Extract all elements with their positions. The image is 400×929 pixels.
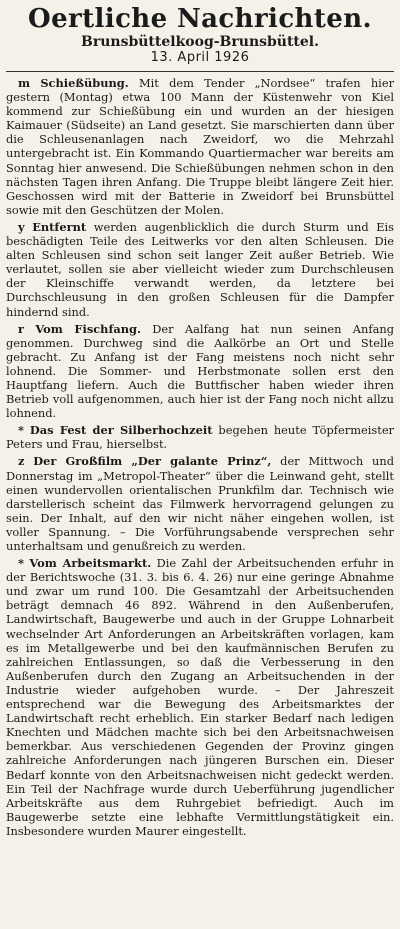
article-lead: Vom Arbeitsmarkt. (29, 556, 152, 571)
locality-subhead: Brunsbüttelkoog-Brunsbüttel. (81, 34, 319, 50)
article-marker: y (18, 219, 25, 234)
issue-date: 13. April 1926 (150, 50, 250, 65)
article-body: begehen heute Töpfermeister Peters und Frau, hierselbst. (6, 423, 394, 452)
article-marker: r (18, 321, 25, 336)
article-silberhochzeit (6, 423, 394, 451)
article-marker: m (18, 76, 31, 90)
article-lead: Schießübung. (40, 76, 129, 90)
article-entfernt (6, 220, 394, 319)
article-lead: Das Fest der Silberhochzeit (29, 423, 213, 438)
article-arbeitsmarkt (6, 556, 394, 838)
section-headline: Oertliche Nachrichten. (28, 4, 372, 34)
article-fischfang (6, 322, 394, 421)
article-lead: Der Großfilm „Der galante Prinz“, (33, 454, 272, 469)
article-lead: Vom Fischfang. (35, 321, 141, 336)
article-body: Der Aalfang hat nun seinen Anfang genommen. Durchweg sind die Aalkörbe an Ort und Stelle gebracht. Zu Anfang ist der Fang meistens noch nicht sehr lohnend. Die Sommer- und Herbstmonate sollen erst den Hauptfang liefern. Auch die Buttfischer haben wieder ihren Betrieb voll aufgenommen, auch hier ist der Fang noch nicht allzu lohnend. (6, 321, 394, 421)
article-body: der Mittwoch und Donnerstag im „Metropol-Theater“ über die Leinwand geht, stellt einen wundervollen orientalischen Prunkfilm dar. Technisch wie darstellerisch scheint das Filmwerk hervorragend gelungen zu sein. Der Inhalt, auf den wir nicht näher eingehen wollen, ist voller Spannung. – Die Vorführungsabende versprechen sehr unterhaltsam und genußreich zu werden. (6, 454, 394, 553)
article-marker: z (18, 454, 25, 469)
article-body: Mit dem Tender „Nordsee“ trafen hier gestern (Montag) etwa 100 Mann der Küstenwehr von Kiel kommend zur Schießübung ein und wurden an der hiesigen Kaimauer (Südseite) an Land gesetzt. Sie marschierten dann über die Schleusenanlagen nach Zweidorf, wo die Mehrzahl untergebracht ist. Ein Kommando Quartiermacher war bereits am Sonntag hier anwesend. Die Schießübungen nehmen schon in den nächsten Tagen ihren Anfang. Die Truppe bleibt längere Zeit hier. Geschossen wird mit der Batterie in Zweidorf bei Brunsbüttel sowie mit den Geschützen der Molen. (6, 76, 395, 217)
article-body: werden augenblicklich die durch Sturm und Eis beschädigten Teile des Leitwerks vor den alten Schleusen. Die alten Schleusen sind schon seit langer Zeit außer Betrieb. Wie verlautet, sollen sie aber vielleicht wieder zum Durchschleusen der Kleinschiffe verwandt werden, da letztere bei Durchschleusung in den großen Schleusen für die Dampfer hindernd sind. (6, 219, 394, 319)
article-lead: Entfernt (32, 219, 87, 234)
header-divider (6, 71, 394, 72)
article-marker: * (18, 423, 24, 438)
article-marker: * (18, 556, 24, 571)
article-body: Die Zahl der Arbeitsuchenden erfuhr in der Berichtswoche (31. 3. bis 6. 4. 26) nur eine geringe Abnahme und zwar um rund 100. Die Gesamtzahl der Arbeitsuchenden beträgt demnach 46 892. Während in den Außenberufen, Landwirtschaft, Baugewerbe und auch in der Gruppe Lohnarbeit wechselnder Art Anforderungen an Arbeitskräften vorlagen, kam es im Metallgewerbe und bei den kaufmännischen Berufen zu zahlreichen Entlassungen, so daß die Verbesserung in den Außenberufen durch den Zugang an Arbeitsuchenden in der Industrie wieder aufgehoben wurde. – Der Jahreszeit entsprechend war die Bewegung des Arbeitsmarktes der Landwirtschaft recht erheblich. Ein starker Bedarf nach ledigen Knechten und Mädchen machte sich bei den Arbeitsnachweisen bemerkbar. Aus verschiedenen Gegenden der Provinz gingen zahlreiche Anforderungen nach jüngeren Burschen ein. Dieser Bedarf konnte von den Arbeitsnachweisen nicht gedeckt werden. Ein Teil der Nachfrage wurde durch Ueberführung jugendlicher Arbeitskräfte aus dem Ruhrgebiet befriedigt. Auch im Baugewerbe setzte eine lebhafte Vermittlungstätigkeit ein. Insbesondere wurden Maurer eingestellt. (6, 556, 395, 838)
article-schiessuebung (6, 76, 394, 217)
article-grossfilm (6, 454, 394, 553)
